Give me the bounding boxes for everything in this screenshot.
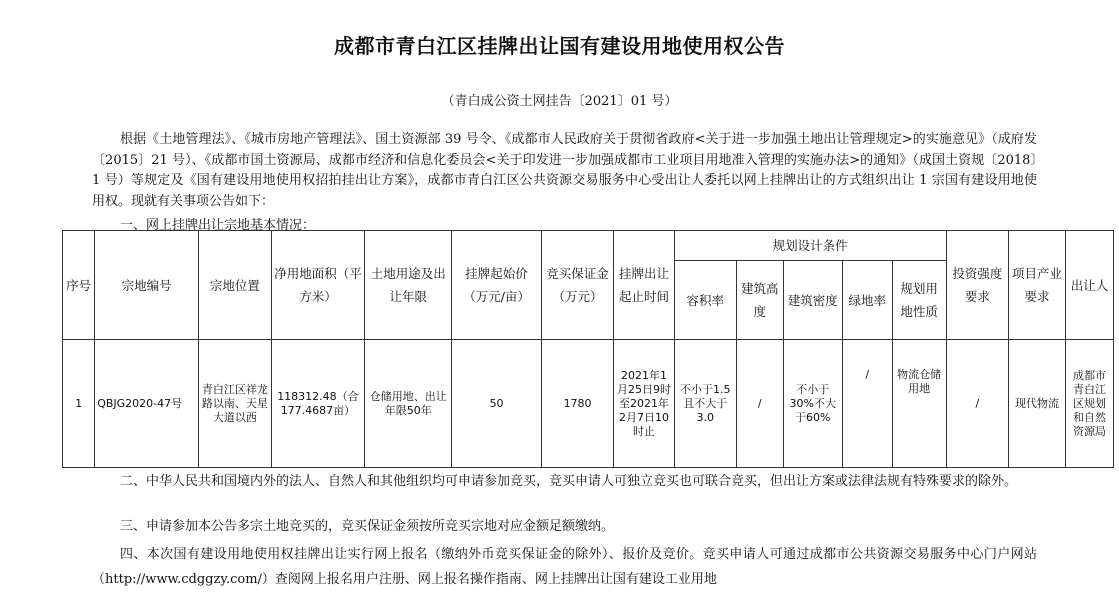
- section3-paragraph: 三、申请参加本公告多宗土地竞买的，竞买保证金须按所竞买宗地对应金额足额缴纳。: [120, 519, 615, 534]
- parcel-table: [62, 230, 1114, 468]
- header-location: 宗地位置: [199, 231, 272, 340]
- cell-area: 118312.48（合177.4687亩）: [271, 340, 364, 468]
- header-deposit: 竞买保证金（万元）: [541, 231, 614, 340]
- cell-use: 仓储用地、出让年限50年: [365, 340, 452, 468]
- cell-deposit: 1780: [541, 340, 614, 468]
- cell-height: /: [736, 340, 783, 468]
- cell-grantor: 成都市青白江区规划和自然资源局: [1066, 340, 1114, 468]
- page-title: 成都市青白江区挂牌出让国有建设用地使用权公告: [334, 34, 785, 58]
- header-parcel-no: 宗地编号: [95, 231, 199, 340]
- header-far: 容积率: [674, 261, 736, 340]
- section4-paragraph: 四、本次国有建设用地使用权挂牌出让实行网上报名（缴纳外币竞买保证金的除外）、报价及竞价。竞买申请人可通过成都市公共资源交易服务中心门户网站（http://www.cdggzy.com/）查阅网上报名用户注册、网上报名操作指南、网上挂牌出让国有建设工业用地: [92, 547, 1037, 587]
- header-height: 建筑高度: [736, 261, 783, 340]
- section2-paragraph: 二、中华人民共和国境内外的法人、自然人和其他组织均可申请参加竞买，竞买申请人可独立竞买也可联合竞买，但出让方案或法律法规有特殊要求的除外。: [120, 474, 1018, 489]
- header-use: 土地用途及出让年限: [365, 231, 452, 340]
- header-density: 建筑密度: [783, 261, 842, 340]
- cell-industry: 现代物流: [1008, 340, 1065, 468]
- cell-density: 不小于30%不大于60%: [783, 340, 842, 468]
- intro-paragraph: 根据《土地管理法》、《城市房地产管理法》、国土资源部 39 号令、《成都市人民政府关于贯彻省政府<关于进一步加强土地出让管理规定>的实施意见》（成府发〔2015〕21 号）、《成都市国土资源局、成都市经济和信息化委员会<关于印发进一步加强成都市工业项目用地准入管理的实施办法>的通知》（成国土资规〔2018〕1 号）等规定及《国有建设用地使用权招拍挂出让方案》，成都市青白江区公共资源交易服务中心受出让人委托以网上挂牌出让的方式组织出让 1 宗国有建设用地使用权。现就有关事项公告如下：: [92, 132, 1037, 209]
- cell-start-price: 50: [452, 340, 541, 468]
- cell-green: /: [842, 340, 892, 468]
- cell-parcel-no: QBJG2020-47号: [95, 340, 199, 468]
- table-row: [63, 340, 1114, 468]
- cell-investment: /: [946, 340, 1008, 468]
- cell-far: 不小于1.5且不大于3.0: [674, 340, 736, 468]
- header-grantor: 出让人: [1066, 231, 1114, 340]
- header-start-price: 挂牌起始价（万元/亩）: [452, 231, 541, 340]
- header-listing-time: 挂牌出让起止时间: [614, 231, 674, 340]
- document-number: （青白成公资土网挂告〔2021〕01 号）: [441, 94, 678, 109]
- header-plan-use: 规划用地性质: [892, 261, 946, 340]
- header-industry: 项目产业要求: [1008, 231, 1065, 340]
- header-green: 绿地率: [842, 261, 892, 340]
- cell-listing-time: 2021年1月25日9时至2021年2月7日10时止: [614, 340, 674, 468]
- cell-location: 青白江区祥龙路以南、天星大道以西: [199, 340, 272, 468]
- cell-seq: 1: [63, 340, 95, 468]
- header-seq: 序号: [63, 231, 95, 340]
- cell-plan-use: 物流仓储用地: [892, 340, 946, 468]
- header-area: 净用地面积（平方米）: [271, 231, 364, 340]
- header-investment: 投资强度要求: [946, 231, 1008, 340]
- header-planning-group: 规划设计条件: [674, 231, 946, 261]
- section1-heading: 一、网上挂牌出让宗地基本情况：: [120, 218, 316, 233]
